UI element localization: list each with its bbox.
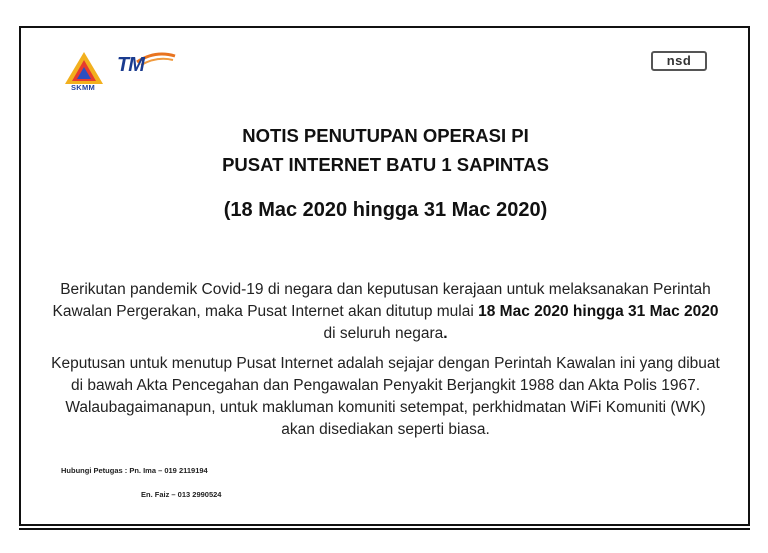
bottom-rule: [19, 528, 750, 530]
paragraph-closure-dates: 18 Mac 2020 hingga 31 Mac 2020: [478, 303, 719, 320]
notice-frame: [19, 26, 750, 526]
paragraph-closure: [51, 279, 720, 345]
notice-title-line2: PUSAT INTERNET BATU 1 SAPINTAS: [222, 154, 549, 175]
paragraph-closure-end: .: [443, 325, 448, 342]
contact-line-2: En. Faiz – 013 2990524: [141, 490, 222, 499]
tm-logo: TM: [117, 54, 144, 76]
paragraph-closure-text-a: Berikutan pandemik Covid-19 di negara dan keputusan kerajaan untuk melaksanakan Perintah Kawalan Pergerakan, maka Pusat Internet akan ditutup mulai: [52, 281, 711, 320]
paragraph-legal: Keputusan untuk menutup Pusat Internet adalah sejajar dengan Perintah Kawalan ini yang dibuat di bawah Akta Pencegahan dan Pengawalan Penyakit Berjangkit 1988 dan Akta Polis 1967. Walaubagaimanapun, untuk makluman komuniti setempat, perkhidmatan WiFi Komuniti (WK) akan disediakan seperti biasa.: [51, 355, 720, 438]
skmm-logo-text: SKMM: [70, 83, 96, 92]
notice-content: [21, 28, 750, 526]
contact-line-1: Hubungi Petugas : Pn. Ima – 019 2119194: [61, 466, 208, 475]
notice-date-range: (18 Mac 2020 hingga 31 Mac 2020): [223, 199, 548, 221]
nsd-logo: nsd: [651, 51, 707, 71]
notice-title-line1: NOTIS PENUTUPAN OPERASI PI: [242, 125, 529, 146]
paragraph-closure-text-b: di seluruh negara: [323, 325, 444, 342]
